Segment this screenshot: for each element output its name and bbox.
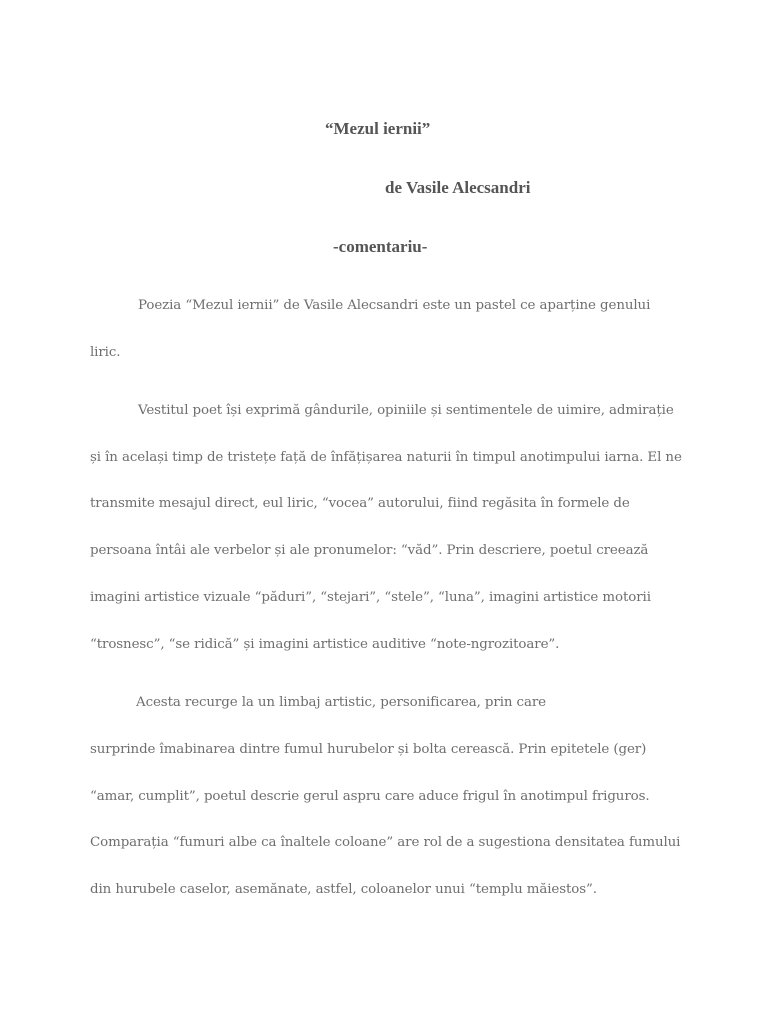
paragraph-1-line-2: liric. (90, 345, 121, 360)
paragraph-3-line-2: surprinde îmabinarea dintre fumul hurubelor și bolta cerească. Prin epitetele (ger) (90, 742, 647, 757)
paragraph-2-line-5: imagini artistice vizuale “păduri”, “stejari”, “stele”, “luna”, imagini artistice motorii (90, 590, 651, 605)
paragraph-3-line-1: Acesta recurge la un limbaj artistic, personificarea, prin care (136, 695, 546, 710)
paragraph-3-line-4: Comparația “fumuri albe ca înaltele coloane” are rol de a sugestiona densitatea fumului (90, 835, 681, 850)
paragraph-2-line-6: “trosnesc”, “se ridică” și imagini artistice auditive “note-ngrozitoare”. (90, 637, 560, 652)
paragraph-3-line-5: din hurubele caselor, asemănate, astfel, coloanelor unui “templu măiestos”. (90, 882, 597, 897)
document-subtitle: -comentariu- (333, 237, 428, 256)
paragraph-1-line-1: Poezia “Mezul iernii” de Vasile Alecsandri este un pastel ce aparține genului (138, 298, 651, 313)
paragraph-2-line-1: Vestitul poet își exprimă gândurile, opiniile și sentimentele de uimire, admirație (138, 403, 674, 418)
paragraph-2-line-4: persoana întâi ale verbelor și ale pronumelor: “văd”. Prin descriere, poetul creează (90, 543, 649, 558)
paragraph-3-line-3: “amar, cumplit”, poetul descrie gerul aspru care aduce frigul în anotimpul friguros. (90, 789, 650, 804)
paragraph-2-line-2: și în același timp de tristețe față de înfățișarea naturii în timpul anotimpului iarna. El ne (90, 450, 682, 465)
document-title: “Mezul iernii” (325, 119, 431, 138)
document-author: de Vasile Alecsandri (385, 178, 531, 197)
paragraph-2-line-3: transmite mesajul direct, eul liric, “vocea” autorului, fiind regăsita în formele de (90, 496, 630, 511)
